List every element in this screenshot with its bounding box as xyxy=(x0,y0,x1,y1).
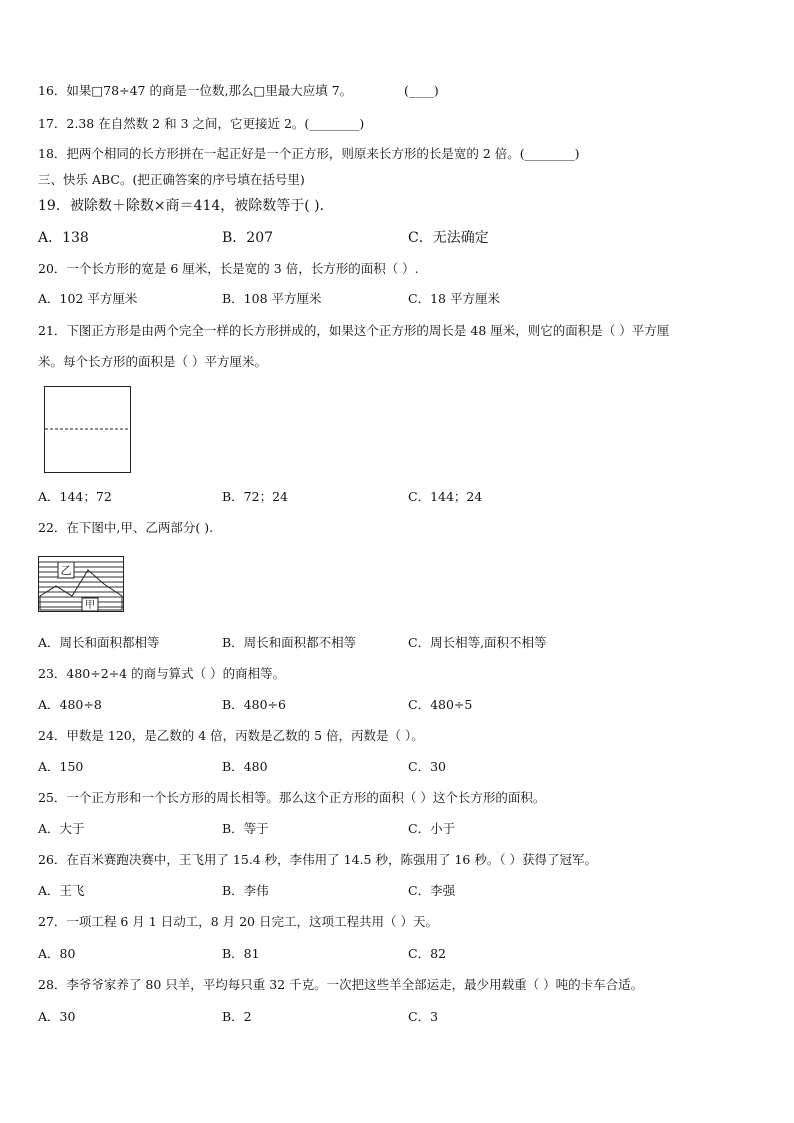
label-jia: 甲 xyxy=(85,600,95,611)
question-20-option-c[interactable]: C．18 平方厘米 xyxy=(408,291,500,306)
question-27: 27．一项工程 6 月 1 日动工，8 月 20 日完工，这项工程共用（ ）天。 xyxy=(38,914,438,929)
question-20-option-a[interactable]: A．102 平方厘米 xyxy=(38,291,138,306)
question-21-line-1: 21．下图正方形是由两个完全一样的长方形拼成的，如果这个正方形的周长是 48 厘米，则它的面积是（ ）平方厘 xyxy=(38,323,670,338)
question-17: 17．2.38 在自然数 2 和 3 之间，它更接近 2。(________) xyxy=(38,116,365,131)
question-19-option-c[interactable]: C．无法确定 xyxy=(408,230,489,246)
question-25-option-c[interactable]: C．小于 xyxy=(408,821,456,836)
question-28-option-a[interactable]: A．30 xyxy=(38,1009,76,1024)
question-22: 22．在下图中,甲、乙两部分( ). xyxy=(38,520,214,535)
question-25-option-a[interactable]: A．大于 xyxy=(38,821,85,836)
question-21-option-b[interactable]: B．72；24 xyxy=(222,489,288,504)
question-27-option-a[interactable]: A．80 xyxy=(38,946,76,961)
question-25: 25．一个正方形和一个长方形的周长相等。那么这个正方形的面积（ ）这个长方形的面积。 xyxy=(38,790,546,805)
question-26-option-a[interactable]: A．王飞 xyxy=(38,883,85,898)
section-3-heading: 三、快乐 ABC。(把正确答案的序号填在括号里) xyxy=(38,172,305,187)
question-21-line-2: 米。每个长方形的面积是（ ）平方厘米。 xyxy=(38,354,267,369)
question-28: 28．李爷爷家养了 80 只羊，平均每只重 32 千克。一次把这些羊全部运走，最少用载重（ ）吨的卡车合适。 xyxy=(38,977,644,992)
question-20-option-b[interactable]: B．108 平方厘米 xyxy=(222,291,322,306)
question-23-option-c[interactable]: C．480÷5 xyxy=(408,697,473,712)
question-18: 18．把两个相同的长方形拼在一起正好是一个正方形，则原来长方形的长是宽的 2 倍。(________) xyxy=(38,146,580,161)
square-figure xyxy=(44,386,132,475)
label-yi: 乙 xyxy=(60,564,72,577)
question-19-option-a[interactable]: A．138 xyxy=(38,230,89,246)
question-25-option-b[interactable]: B．等于 xyxy=(222,821,269,836)
question-26: 26．在百米赛跑决赛中，王飞用了 15.4 秒，李伟用了 14.5 秒，陈强用了 16 秒。（ ）获得了冠军。 xyxy=(38,852,598,867)
question-26-option-b[interactable]: B．李伟 xyxy=(222,883,269,898)
jia-yi-figure xyxy=(38,556,124,612)
question-24-option-c[interactable]: C．30 xyxy=(408,759,446,774)
question-28-option-c[interactable]: C．3 xyxy=(408,1009,439,1024)
mountain-outline xyxy=(40,570,122,610)
figure-border xyxy=(39,557,124,612)
hatch-lines xyxy=(38,562,124,607)
question-22-option-c[interactable]: C．周长相等,面积不相等 xyxy=(408,635,547,650)
question-22-option-b[interactable]: B．周长和面积都不相等 xyxy=(222,635,357,650)
question-16-answer-blank[interactable]: (____) xyxy=(404,83,439,98)
question-24-option-b[interactable]: B．480 xyxy=(222,759,268,774)
question-23: 23．480÷2÷4 的商与算式（ ）的商相等。 xyxy=(38,666,286,681)
question-27-option-c[interactable]: C．82 xyxy=(408,946,446,961)
question-24: 24．甲数是 120，是乙数的 4 倍，丙数是乙数的 5 倍，丙数是（ ）。 xyxy=(38,728,424,743)
question-27-option-b[interactable]: B．81 xyxy=(222,946,260,961)
question-20: 20．一个长方形的宽是 6 厘米，长是宽的 3 倍，长方形的面积（ ）. xyxy=(38,261,419,276)
question-16-text: 16．如果□78÷47 的商是一位数,那么□里最大应填 7。 xyxy=(38,83,353,98)
question-21-option-a[interactable]: A．144；72 xyxy=(38,489,112,504)
question-23-option-a[interactable]: A．480÷8 xyxy=(38,697,102,712)
question-22-option-a[interactable]: A．周长和面积都相等 xyxy=(38,635,160,650)
question-26-option-c[interactable]: C．李强 xyxy=(408,883,456,898)
question-19-option-b[interactable]: B．207 xyxy=(222,230,274,246)
question-28-option-b[interactable]: B．2 xyxy=(222,1009,252,1024)
question-21-option-c[interactable]: C．144；24 xyxy=(408,489,483,504)
question-19: 19．被除数＋除数×商＝414，被除数等于( )． xyxy=(38,198,334,214)
question-23-option-b[interactable]: B．480÷6 xyxy=(222,697,286,712)
question-24-option-a[interactable]: A．150 xyxy=(38,759,84,774)
question-16 xyxy=(38,82,352,100)
